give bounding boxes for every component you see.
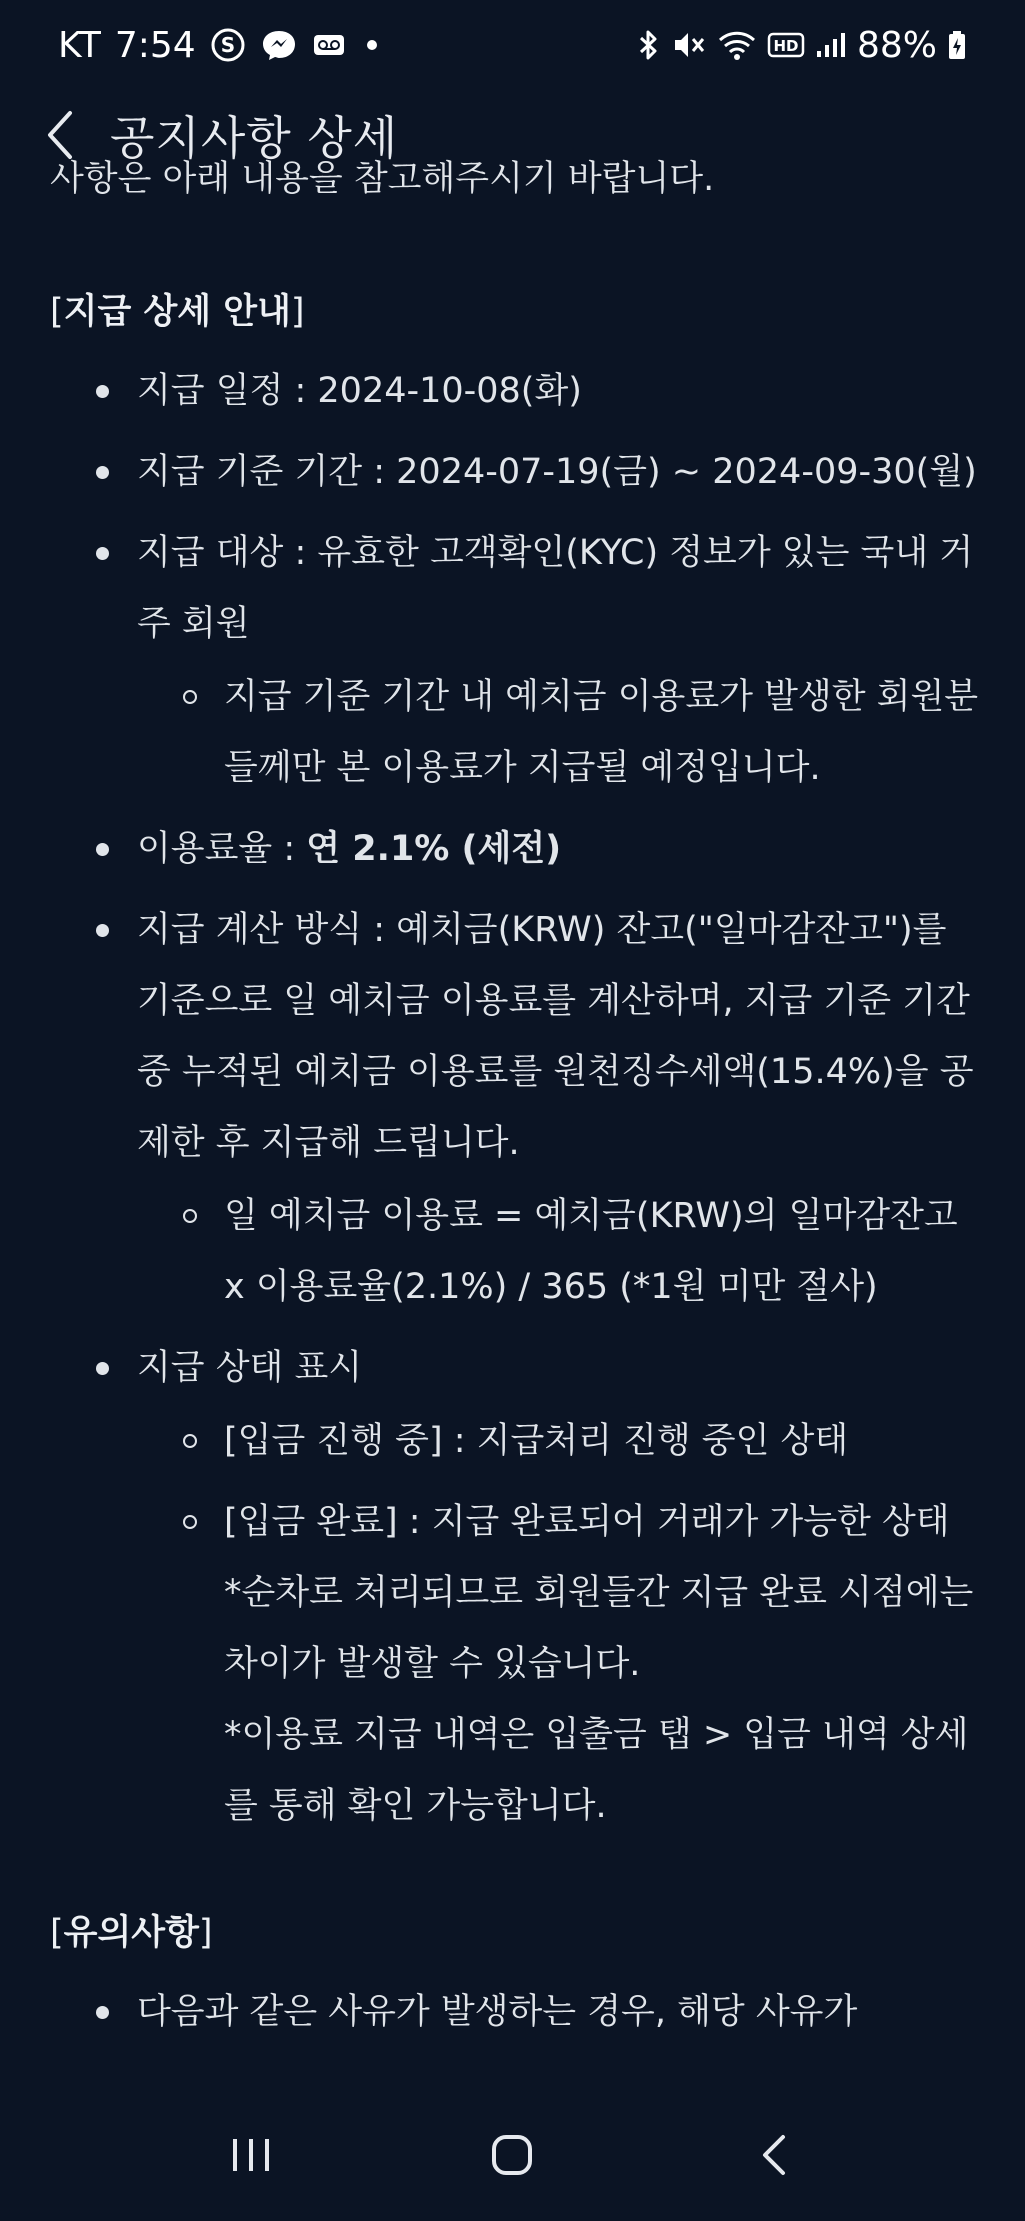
status-right (635, 25, 967, 66)
section-heading-payment: [지급 상세 안내] (50, 292, 305, 332)
caution-list (50, 1977, 987, 2048)
fee-rate-value: 연 2.1% (세전) (306, 829, 562, 869)
s-icon (210, 27, 246, 63)
status-left (58, 25, 384, 66)
svg-text:S: S (220, 33, 235, 57)
home-button[interactable] (452, 2110, 572, 2200)
list-item: 지급 대상 : 유효한 고객확인(KYC) 정보가 있는 국내 거주 회원 지급 기준 기간 내 예치금 이용료가 발생한 회원분들께만 본 이용료가 지급될 예정입니다. (50, 518, 987, 804)
mute-icon (671, 27, 707, 63)
battery-icon (947, 27, 967, 63)
note-text: *순차로 처리되므로 회원들간 지급 완료 시점에는 차이가 발생할 수 있습니다. (224, 1573, 974, 1684)
home-icon (490, 2133, 534, 2177)
section-heading-caution: [유의사항] (50, 1913, 213, 1953)
system-nav-bar (0, 2089, 1025, 2221)
back-icon (759, 2133, 789, 2177)
bluetooth-icon (635, 27, 661, 63)
list-item: 지급 일정 : 2024-10-08(화) (50, 356, 987, 427)
recent-apps-button[interactable] (191, 2110, 311, 2200)
notice-content[interactable] (0, 159, 1025, 2089)
signal-icon (815, 27, 847, 63)
hd-icon (767, 27, 805, 63)
sub-list (137, 1406, 987, 1842)
payment-detail-list (50, 356, 987, 1842)
recent-apps-icon (229, 2135, 273, 2175)
note-text: *이용료 지급 내역은 입출금 탭 > 입금 내역 상세를 통해 확인 가능합니다. (224, 1715, 969, 1826)
list-item: 이용료율 : 연 2.1% (세전) (50, 814, 987, 885)
list-item: 지급 계산 방식 : 예치금(KRW) 잔고("일마감잔고")를 기준으로 일 예치금 이용료를 계산하며, 지급 기준 기간 중 누적된 예치금 이용료를 원천징수세액(15.4%)을 공제한 후 지급해 드립니다. 일 예치금 이용료 = 예치금(KRW)의 일마감잔고 x 이용료율(2.1%) / 365 (*1원 미만 절사) (50, 895, 987, 1323)
list-item: 지급 상태 표시 [입금 진행 중] : 지급처리 진행 중인 상태 [입금 완료] : 지급 완료되어 거래가 가능한 상태 *순차로 처리되므로 회원들간 지급 완료 시점에는 차이가 발생할 수 있습니다. *이용료 지급 내역은 입출금 탭 > 입금 내역 상세를 통해 확인 가능합니다. (50, 1333, 987, 1842)
sub-list-item: [입금 진행 중] : 지급처리 진행 중인 상태 (137, 1406, 987, 1477)
battery-percent: 88% (856, 24, 937, 66)
intro-text: 사항은 아래 내용을 참고해주시기 바랍니다. (50, 159, 715, 199)
svg-text:HD: HD (773, 37, 799, 55)
nav-back-button[interactable] (714, 2110, 834, 2200)
list-item: 지급 기준 기간 : 2024-07-19(금) ~ 2024-09-30(월) (50, 437, 987, 508)
dot-icon (360, 27, 384, 63)
wifi-icon (717, 27, 757, 63)
voicemail-icon (312, 27, 346, 63)
page-title: 공지사항 상세 (110, 111, 399, 165)
carrier-label: KT (58, 24, 101, 66)
sub-list (137, 662, 987, 804)
sub-list-item: [입금 완료] : 지급 완료되어 거래가 가능한 상태 *순차로 처리되므로 회원들간 지급 완료 시점에는 차이가 발생할 수 있습니다. *이용료 지급 내역은 입출금 탭 > 입금 내역 상세를 통해 확인 가능합니다. (137, 1487, 987, 1842)
list-item: 다음과 같은 사유가 발생하는 경우, 해당 사유가 (50, 1977, 987, 2048)
sub-list-item: 일 예치금 이용료 = 예치금(KRW)의 일마감잔고 x 이용료율(2.1%) / 365 (*1원 미만 절사) (137, 1181, 987, 1323)
sub-list (137, 1181, 987, 1323)
sub-list-item: 지급 기준 기간 내 예치금 이용료가 발생한 회원분들께만 본 이용료가 지급될 예정입니다. (137, 662, 987, 804)
messenger-icon (260, 27, 298, 63)
clock: 7:54 (114, 24, 196, 66)
notice-body (50, 144, 987, 2058)
status-bar (0, 0, 1025, 90)
